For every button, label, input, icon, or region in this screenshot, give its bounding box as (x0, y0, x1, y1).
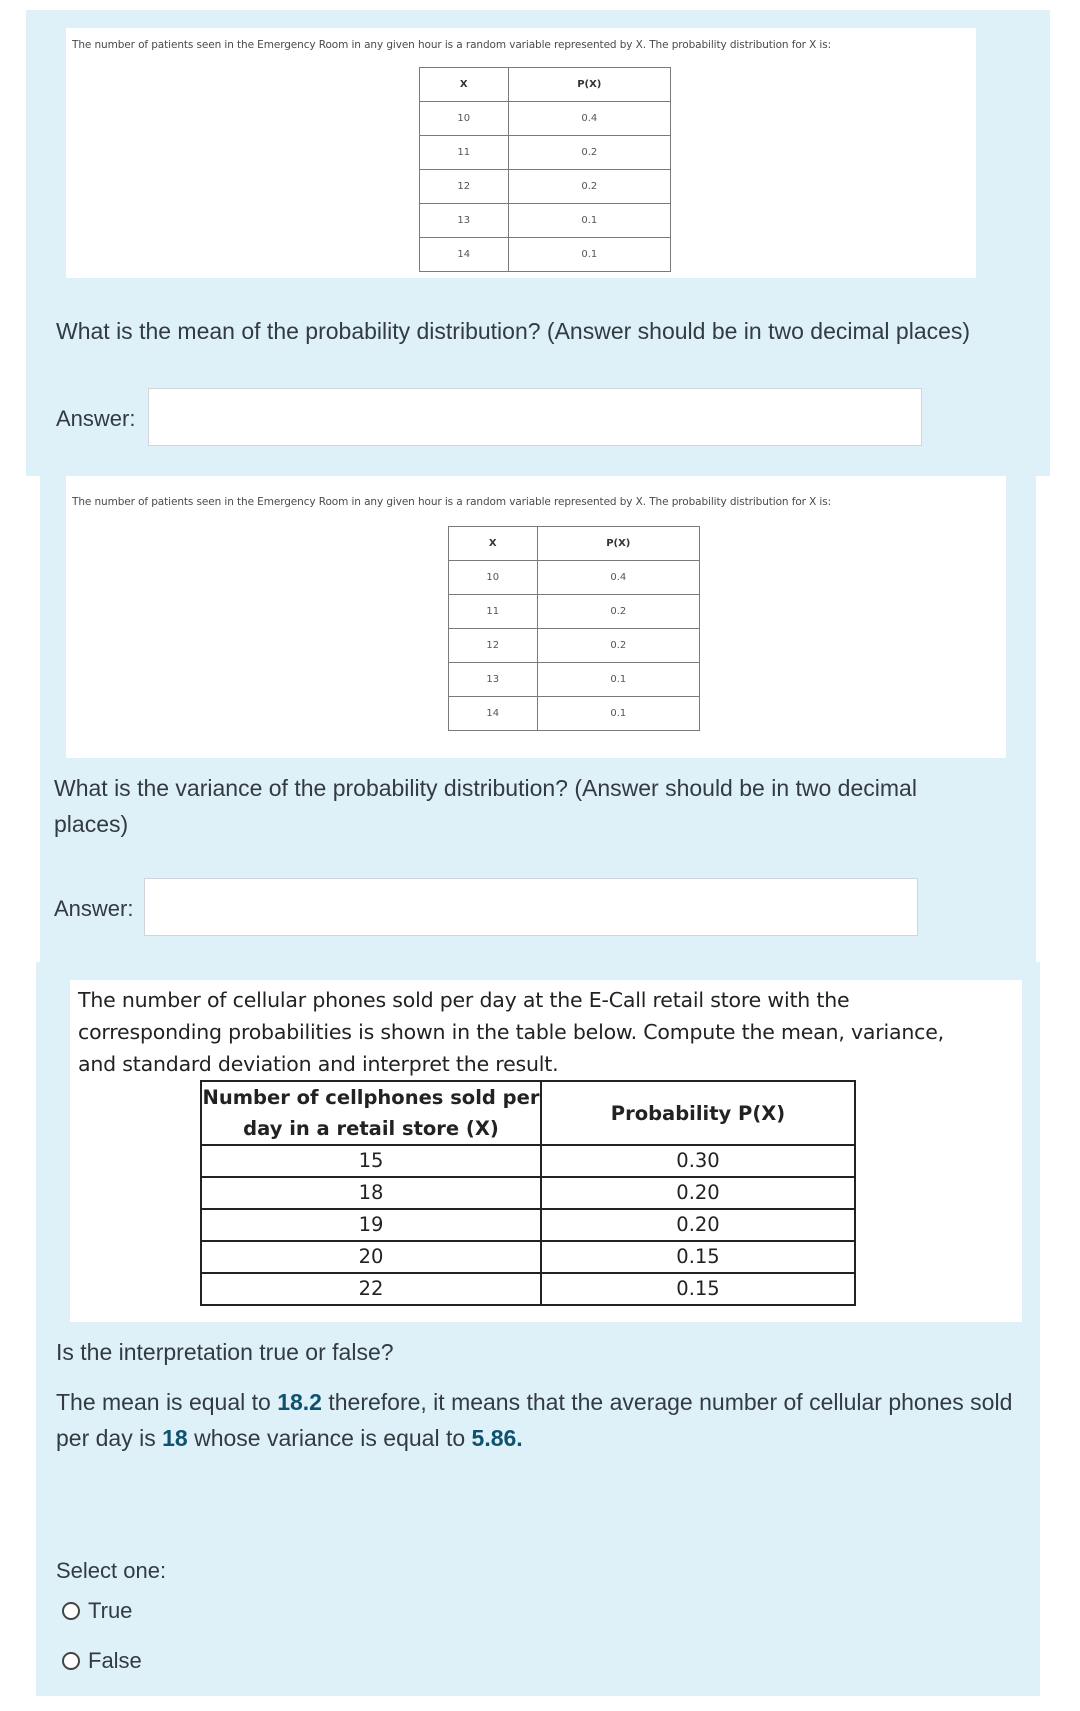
header-px: P(X) (508, 68, 670, 102)
probability-table (448, 526, 700, 731)
header-x: Number of cellphones sold per day in a retail store (X) (201, 1081, 541, 1145)
table-row: 10 0.4 (420, 102, 671, 136)
question-3-intro: The number of cellular phones sold per day at the E-Call retail store with the corresponding probabilities is shown in the table below. Compute the mean, variance, and standard deviation and interpret the result. (78, 988, 944, 1076)
question-1-image (66, 28, 976, 278)
radio-true[interactable] (62, 1602, 80, 1620)
table-row: 18 0.20 (201, 1177, 855, 1209)
table-row: 14 0.1 (420, 238, 671, 272)
average-value: 18 (162, 1425, 188, 1451)
answer-input-mean[interactable] (148, 388, 922, 446)
intro-text: The number of patients seen in the Emergency Room in any given hour is a random variable represented by X. The probability distribution for X is: (72, 496, 832, 508)
table-row: 11 0.2 (449, 595, 700, 629)
question-1-panel (26, 10, 1050, 476)
radio-false[interactable] (62, 1652, 80, 1670)
header-probability: Probability P(X) (541, 1081, 855, 1145)
table-row: 12 0.2 (420, 170, 671, 204)
table-row: 13 0.1 (420, 204, 671, 238)
option-true[interactable]: True (62, 1598, 132, 1624)
probability-table (419, 67, 671, 272)
table-row: 14 0.1 (449, 697, 700, 731)
table-row: 12 0.2 (449, 629, 700, 663)
table-row: 10 0.4 (449, 561, 700, 595)
option-false[interactable]: False (62, 1648, 142, 1674)
intro-text: The number of patients seen in the Emergency Room in any given hour is a random variable represented by X. The probability distribution for X is: (72, 39, 832, 51)
variance-value: 5.86. (471, 1425, 523, 1451)
table-row: 22 0.15 (201, 1273, 855, 1305)
answer-label: Answer: (54, 896, 134, 921)
answer-input-variance[interactable] (144, 878, 918, 936)
select-one-label: Select one: (56, 1558, 167, 1583)
header-px: P(X) (537, 527, 699, 561)
interpretation-statement: The mean is equal to 18.2 therefore, it means that the average number of cellular phones sold per day is 18 whose variance is equal to 5.86. (56, 1389, 1013, 1451)
header-x: X (449, 527, 538, 561)
table-row: 15 0.30 (201, 1145, 855, 1177)
question-3-image (70, 980, 1022, 1322)
question-1-text: What is the mean of the probability distribution? (Answer should be in two decimal places) (56, 318, 971, 344)
question-2-image (66, 476, 1006, 758)
answer-label: Answer: (56, 406, 136, 431)
mean-value: 18.2 (277, 1389, 322, 1415)
table-row: 20 0.15 (201, 1241, 855, 1273)
table-row: 11 0.2 (420, 136, 671, 170)
question-3-panel (36, 962, 1040, 1696)
question-2-text: What is the variance of the probability distribution? (Answer should be in two decimal places) (54, 775, 917, 837)
question-3-prompt: Is the interpretation true or false? (56, 1339, 394, 1365)
header-x: X (420, 68, 509, 102)
question-2-panel (40, 476, 1036, 962)
table-row: 13 0.1 (449, 663, 700, 697)
cellphones-table (200, 1080, 856, 1306)
table-row: 19 0.20 (201, 1209, 855, 1241)
